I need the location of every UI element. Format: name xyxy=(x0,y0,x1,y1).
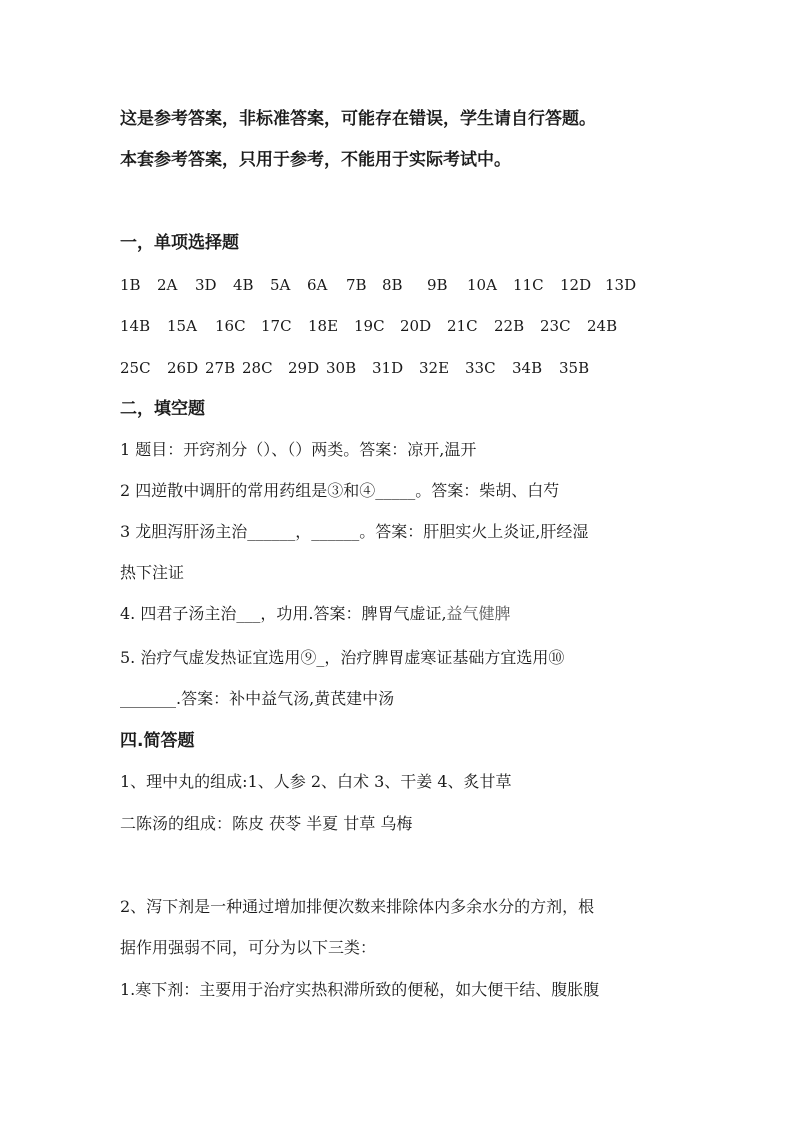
answer-item: 28C xyxy=(242,359,273,377)
answer-item: 3D xyxy=(195,276,217,294)
answer-item: 29D xyxy=(288,359,320,377)
fill-question-5-line-2: _______.答案：补中益气汤,黄芪建中汤 xyxy=(120,689,395,708)
answer-item: 34B xyxy=(512,359,543,377)
short-answer-2-line-3: 1.寒下剂：主要用于治疗实热积滞所致的便秘，如大便干结、腹胀腹 xyxy=(120,980,600,999)
fill-question-3-line-2: 热下注证 xyxy=(120,563,185,582)
answer-item: 17C xyxy=(261,317,292,335)
fill-question-4 xyxy=(120,604,680,624)
short-answer-2-line-1: 2、泻下剂是一种通过增加排便次数来排除体内多余水分的方剂，根 xyxy=(120,897,595,916)
answer-item: 11C xyxy=(513,276,544,294)
answer-item: 23C xyxy=(540,317,571,335)
answer-item: 13D xyxy=(605,276,637,294)
answer-item: 26D xyxy=(167,359,199,377)
answer-item: 21C xyxy=(447,317,478,335)
fill-question-2: 2 四逆散中调肝的常用药组是③和④_____。答案：柴胡、白芍 xyxy=(120,481,560,500)
section-1-title: 一，单项选择题 xyxy=(120,233,239,253)
answer-item: 20D xyxy=(400,317,432,335)
answer-item: 27B xyxy=(205,359,236,377)
short-answer-1-line-2: 二陈汤的组成：陈皮 茯苓 半夏 甘草 乌梅 xyxy=(120,814,413,833)
answer-item: 12D xyxy=(560,276,592,294)
short-answer-2-line-2: 据作用强弱不同，可分为以下三类： xyxy=(120,938,377,957)
answer-item: 32E xyxy=(419,359,450,377)
answer-item: 6A xyxy=(307,276,328,294)
notice-line-1: 这是参考答案，非标准答案，可能存在错误，学生请自行答题。 xyxy=(120,109,596,129)
answer-item: 35B xyxy=(559,359,590,377)
short-answer-1-line-1: 1、理中丸的组成:1、人参 2、白术 3、干姜 4、炙甘草 xyxy=(120,772,512,791)
fill-question-5-line-1: 5. 治疗气虚发热证宜选用⑨_，治疗脾胃虚寒证基础方宜选用⑩ xyxy=(120,648,565,667)
answer-item: 1B xyxy=(120,276,141,294)
answer-item: 4B xyxy=(233,276,254,294)
answer-item: 19C xyxy=(354,317,385,335)
answer-item: 25C xyxy=(120,359,151,377)
answer-item: 5A xyxy=(270,276,291,294)
answer-item: 24B xyxy=(587,317,618,335)
notice-line-2: 本套参考答案，只用于参考，不能用于实际考试中。 xyxy=(120,150,511,170)
answer-item: 7B xyxy=(346,276,367,294)
answer-item: 10A xyxy=(467,276,497,294)
answer-item: 15A xyxy=(167,317,197,335)
answer-item: 33C xyxy=(465,359,496,377)
answer-item: 22B xyxy=(494,317,525,335)
fill-question-4-answer-tail: 益气健脾 xyxy=(446,604,511,623)
section-2-title: 二，填空题 xyxy=(120,399,205,419)
answer-item: 8B xyxy=(382,276,403,294)
fill-question-4-text: 4. 四君子汤主治___，功用.答案：脾胃气虚证, xyxy=(120,604,447,623)
answer-item: 9B xyxy=(427,276,448,294)
answer-item: 30B xyxy=(326,359,357,377)
answer-item: 31D xyxy=(372,359,404,377)
fill-question-3-line-1: 3 龙胆泻肝汤主治______，______。答案：肝胆实火上炎证,肝经湿 xyxy=(120,522,589,541)
fill-question-1: 1 题目：开窍剂分（）、（）两类。答案：凉开,温开 xyxy=(120,440,477,459)
answer-item: 16C xyxy=(215,317,246,335)
answer-item: 14B xyxy=(120,317,151,335)
answer-item: 18E xyxy=(308,317,339,335)
section-4-title: 四.简答题 xyxy=(120,731,195,751)
answer-item: 2A xyxy=(157,276,178,294)
